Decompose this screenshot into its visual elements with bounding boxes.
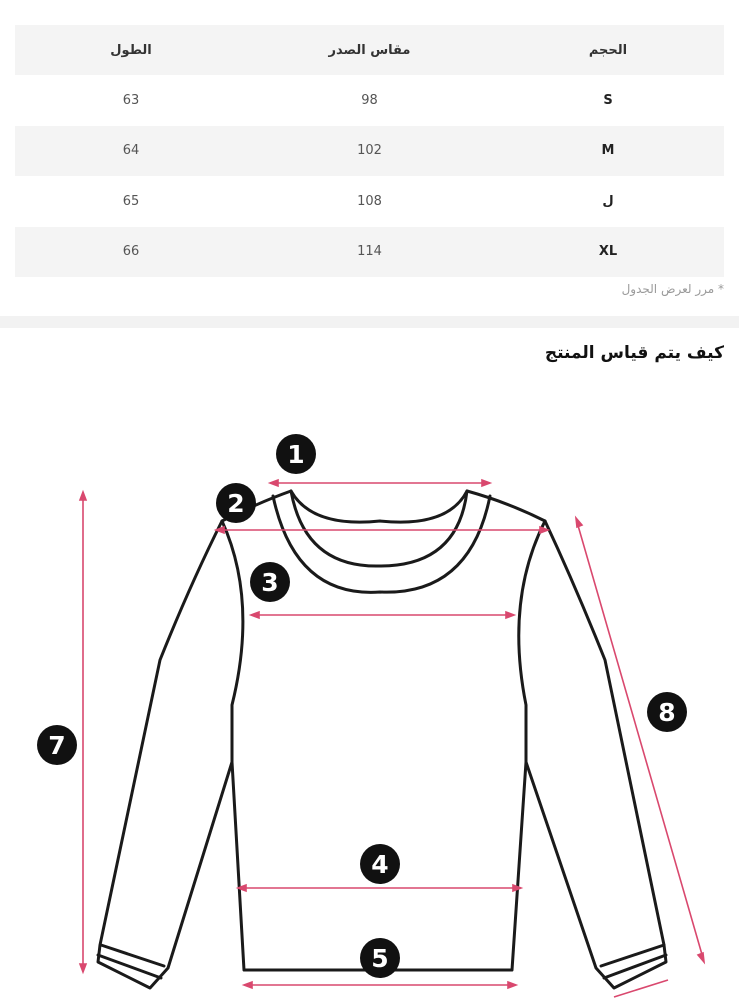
cell-length: 63 bbox=[122, 93, 140, 109]
marker-8-label: 8 bbox=[658, 698, 676, 727]
marker-1-label: 1 bbox=[287, 440, 305, 469]
cell-chest: 108 bbox=[357, 193, 382, 209]
table-row bbox=[15, 75, 724, 125]
header-size: الحجم bbox=[588, 42, 628, 58]
cell-length: 66 bbox=[122, 244, 140, 260]
marker-1 bbox=[276, 434, 316, 474]
cell-chest: 114 bbox=[357, 244, 382, 260]
sweater-cuff-right bbox=[601, 945, 666, 978]
cell-length: 64 bbox=[122, 143, 140, 159]
cell-chest: 102 bbox=[357, 143, 382, 159]
cell-size: S bbox=[603, 93, 613, 109]
sweater-armhole-right bbox=[519, 521, 545, 762]
cell-size: ل bbox=[602, 193, 614, 209]
arrowhead bbox=[506, 612, 514, 618]
arrowhead bbox=[251, 612, 259, 618]
arrowhead bbox=[244, 982, 252, 988]
measurement-lines bbox=[80, 480, 704, 997]
sweater-armhole-left bbox=[222, 521, 243, 762]
sweater-cuff-left bbox=[98, 945, 164, 978]
marker-8 bbox=[647, 692, 687, 732]
sweater-collar-outer bbox=[273, 496, 490, 592]
marker-7-label: 7 bbox=[48, 731, 66, 760]
sweater-collar-neck bbox=[291, 491, 467, 522]
markers bbox=[37, 434, 687, 978]
arrowhead bbox=[270, 480, 278, 486]
arrowhead bbox=[80, 492, 86, 500]
marker-4-label: 4 bbox=[371, 850, 389, 879]
marker-2 bbox=[216, 483, 256, 523]
size-table bbox=[15, 25, 724, 277]
table-row bbox=[15, 126, 724, 176]
header-length: الطول bbox=[110, 42, 152, 58]
marker-7 bbox=[37, 725, 77, 765]
arrowhead bbox=[513, 885, 521, 891]
arrowhead bbox=[80, 964, 86, 972]
sweater-collar-inner bbox=[291, 491, 467, 566]
header-chest: مقاس الصدر bbox=[328, 42, 411, 58]
cell-chest: 98 bbox=[361, 93, 378, 109]
marker-4 bbox=[360, 844, 400, 884]
scroll-hint: * مرر لعرض الجدول bbox=[621, 282, 724, 296]
arrowhead bbox=[508, 982, 516, 988]
table-row bbox=[15, 227, 724, 277]
measure-line-8 bbox=[577, 522, 703, 958]
sweater-measure-diagram bbox=[0, 420, 739, 1000]
section-title: كيف يتم قياس المنتج bbox=[544, 343, 724, 363]
arrowhead bbox=[698, 953, 704, 962]
table-row bbox=[15, 176, 724, 226]
marker-5-label: 5 bbox=[371, 944, 389, 973]
cell-size: XL bbox=[598, 244, 618, 260]
marker-5 bbox=[360, 938, 400, 978]
table-header-row bbox=[15, 25, 724, 75]
section-divider bbox=[0, 316, 739, 328]
marker-2-label: 2 bbox=[227, 489, 245, 518]
marker-3-label: 3 bbox=[261, 568, 279, 597]
marker-3 bbox=[250, 562, 290, 602]
arrowhead bbox=[576, 518, 582, 527]
sweater-outline bbox=[98, 491, 666, 988]
arrowhead bbox=[482, 480, 490, 486]
cell-size: M bbox=[601, 143, 615, 159]
cell-length: 65 bbox=[122, 193, 140, 209]
